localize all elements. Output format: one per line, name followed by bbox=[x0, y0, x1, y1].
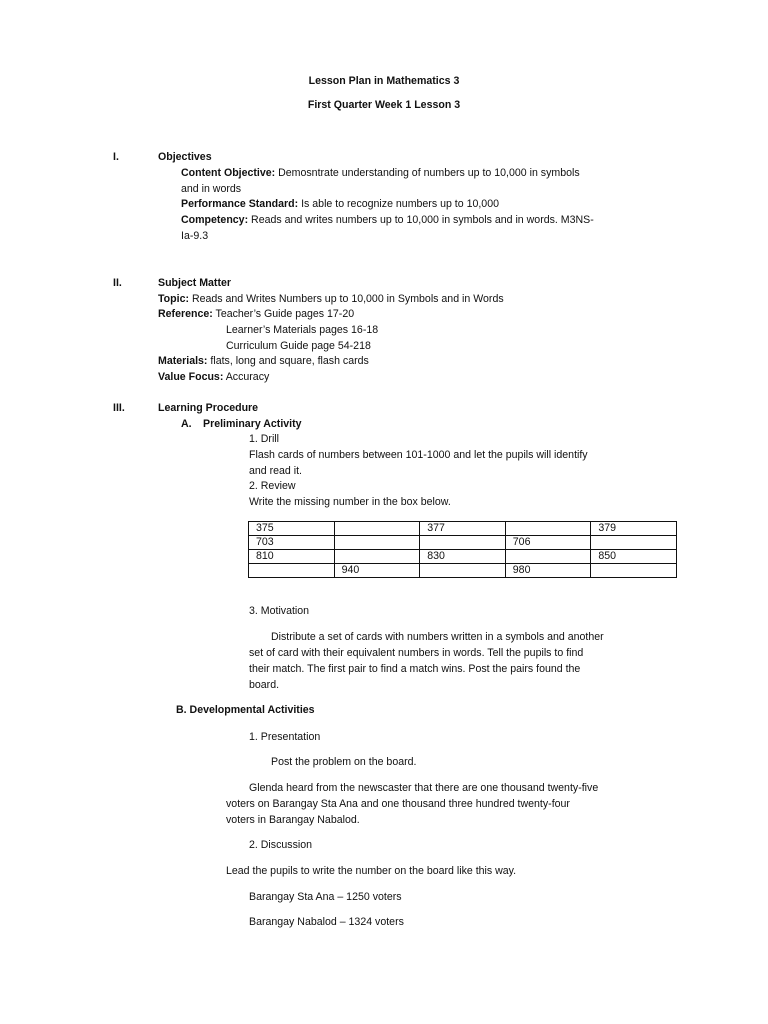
table-cell: 706 bbox=[505, 536, 591, 550]
discussion-text: Lead the pupils to write the number on the board like this way. bbox=[226, 865, 517, 877]
table-cell: 703 bbox=[249, 536, 335, 550]
table-cell bbox=[249, 564, 335, 578]
drill-text: Flash cards of numbers between 101-1000 and let the pupils will identify bbox=[249, 449, 588, 461]
problem-text-2: voters on Barangay Sta Ana and one thousand three hundred twenty-four bbox=[226, 798, 570, 810]
table-cell: 980 bbox=[505, 564, 591, 578]
content-objective-text: Demosntrate understanding of numbers up to 10,000 in symbols bbox=[275, 167, 580, 179]
discussion-label: 2. Discussion bbox=[249, 839, 312, 851]
motivation-text: Distribute a set of cards with numbers written in a symbols and another bbox=[271, 631, 604, 643]
section-2-number: II. bbox=[113, 277, 122, 289]
table-cell: 940 bbox=[334, 564, 420, 578]
motivation-label: 3. Motivation bbox=[249, 605, 310, 617]
table-cell bbox=[334, 550, 420, 564]
presentation-text: Post the problem on the board. bbox=[271, 756, 417, 768]
table-cell bbox=[420, 536, 506, 550]
example-nabalod: Barangay Nabalod – 1324 voters bbox=[249, 916, 404, 928]
table-cell bbox=[334, 536, 420, 550]
review-text: Write the missing number in the box below. bbox=[249, 496, 451, 508]
performance-standard-line bbox=[181, 197, 499, 211]
document-subtitle: First Quarter Week 1 Lesson 3 bbox=[307, 99, 461, 111]
missing-number-table bbox=[248, 521, 677, 578]
reference-label: Reference: bbox=[158, 308, 213, 320]
reference-curriculum-guide: Curriculum Guide page 54-218 bbox=[226, 340, 371, 352]
value-focus-line bbox=[158, 370, 269, 384]
content-objective-line bbox=[181, 166, 580, 180]
part-a-letter: A. bbox=[181, 418, 192, 430]
presentation-label: 1. Presentation bbox=[249, 731, 321, 743]
table-cell: 377 bbox=[420, 522, 506, 536]
topic-label: Topic: bbox=[158, 293, 189, 305]
content-objective-continued: and in words bbox=[181, 183, 242, 195]
part-b-heading: B. Developmental Activities bbox=[176, 704, 315, 716]
materials-text: flats, long and square, flash cards bbox=[207, 355, 369, 367]
performance-standard-label: Performance Standard: bbox=[181, 198, 299, 210]
motivation-text-3: their match. The first pair to find a match wins. Post the pairs found the bbox=[249, 663, 581, 675]
competency-line bbox=[181, 213, 594, 227]
example-sta-ana: Barangay Sta Ana – 1250 voters bbox=[249, 891, 402, 903]
table-cell: 810 bbox=[249, 550, 335, 564]
table-cell bbox=[505, 522, 591, 536]
table-row bbox=[249, 564, 677, 578]
competency-text: Reads and writes numbers up to 10,000 in symbols and in words. M3NS- bbox=[248, 214, 594, 226]
table-cell: 379 bbox=[591, 522, 677, 536]
value-focus-text: Accuracy bbox=[223, 371, 270, 383]
section-3-heading: Learning Procedure bbox=[158, 402, 259, 414]
topic-line bbox=[158, 292, 504, 306]
materials-label: Materials: bbox=[158, 355, 208, 367]
review-label: 2. Review bbox=[249, 480, 296, 492]
section-2-heading: Subject Matter bbox=[158, 277, 231, 289]
section-1-number: I. bbox=[113, 151, 119, 163]
table-cell: 850 bbox=[591, 550, 677, 564]
problem-text: Glenda heard from the newscaster that there are one thousand twenty-five bbox=[249, 782, 599, 794]
table-row bbox=[249, 550, 677, 564]
content-objective-label: Content Objective: bbox=[181, 167, 276, 179]
table-cell bbox=[334, 522, 420, 536]
topic-text: Reads and Writes Numbers up to 10,000 in Symbols and in Words bbox=[189, 293, 504, 305]
reference-text: Teacher’s Guide pages 17-20 bbox=[212, 308, 355, 320]
competency-label: Competency: bbox=[181, 214, 249, 226]
performance-standard-text: Is able to recognize numbers up to 10,000 bbox=[298, 198, 499, 210]
table-cell bbox=[505, 550, 591, 564]
table-cell: 375 bbox=[249, 522, 335, 536]
motivation-text-2: set of card with their equivalent numbers in words. Tell the pupils to find bbox=[249, 647, 584, 659]
table-cell: 830 bbox=[420, 550, 506, 564]
table-row bbox=[249, 522, 677, 536]
table-row bbox=[249, 536, 677, 550]
materials-line bbox=[158, 354, 369, 368]
part-a-heading: Preliminary Activity bbox=[203, 418, 302, 430]
competency-code-continued: Ia-9.3 bbox=[181, 230, 209, 242]
value-focus-label: Value Focus: bbox=[158, 371, 224, 383]
table-cell bbox=[591, 536, 677, 550]
table-cell bbox=[420, 564, 506, 578]
drill-text-continued: and read it. bbox=[249, 465, 303, 477]
drill-label: 1. Drill bbox=[249, 433, 280, 445]
motivation-text-4: board. bbox=[249, 679, 280, 691]
table-cell bbox=[591, 564, 677, 578]
reference-learners-materials: Learner’s Materials pages 16-18 bbox=[226, 324, 379, 336]
reference-line bbox=[158, 307, 354, 321]
problem-text-3: voters in Barangay Nabalod. bbox=[226, 814, 360, 826]
document-title: Lesson Plan in Mathematics 3 bbox=[308, 75, 460, 87]
section-3-number: III. bbox=[113, 402, 125, 414]
section-1-heading: Objectives bbox=[158, 151, 212, 163]
